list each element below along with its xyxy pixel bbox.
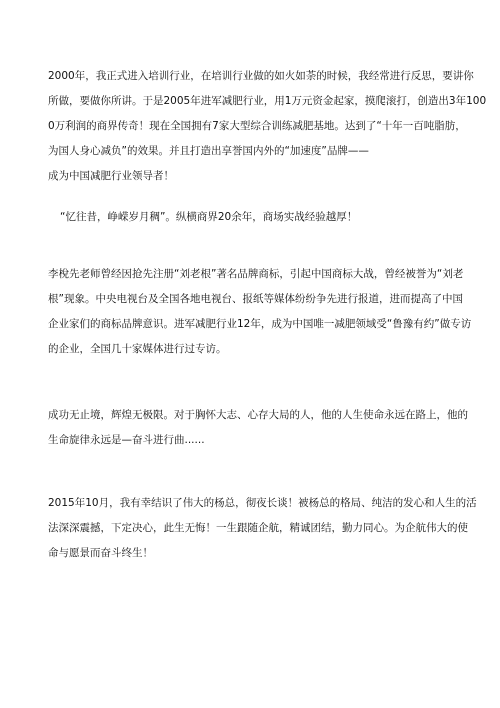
text-line: 生命旋律永远是—奋斗进行曲...... (48, 434, 205, 446)
text-line: 2000年，我正式进入培训行业，在培训行业做的如火如荼的时候，我经常进行反思，要讲你 (48, 70, 474, 82)
text-line: 命与愿景而奋斗终生！ (48, 547, 153, 559)
paragraph-trademark-story (48, 262, 472, 362)
text-line: 0万利润的商界传奇！现在全国拥有7家大型综合训练减肥基地。达到了“十年一百吨脂肪， (48, 120, 466, 132)
text-line: 根”现象。中央电视台及全国各地电视台、报纸等媒体纷纷争先进行报道，进而提高了中国 (48, 293, 463, 305)
text-line: 企业家们的商标品牌意识。进军减肥行业12年，成为中国唯一减肥领域受“鲁豫有约”做专访 (48, 318, 472, 330)
text-line: 法深深震撼，下定决心，此生无悔！一生跟随企航，精诚团结，勤力同心。为企航伟大的使 (48, 522, 468, 534)
text-line: 成为中国减肥行业领导者！ (48, 170, 174, 182)
text-line: 2015年10月，我有幸结识了伟大的杨总，彻夜长谈！被杨总的格局、纯洁的发心和人生的活 (48, 497, 477, 509)
text-line: 为国人身心减负”的效果。并且打造出享誉国内外的“加速度”品牌—— (48, 145, 369, 157)
paragraph-mission (48, 403, 468, 453)
text-line: “忆往昔，峥嵘岁月稠”。纵横商界20余年，商场实战经验越厚！ (60, 211, 358, 223)
text-line: 所做，要做你所讲。于是2005年进军减肥行业，用1万元资金起家，摸爬滚打，创造出3年100 (48, 95, 487, 107)
paragraph-founding-story (48, 64, 487, 189)
text-line: 成功无止境，辉煌无极限。对于胸怀大志、心存大局的人，他的人生使命永远在路上，他的 (48, 409, 468, 421)
paragraph-commitment (48, 491, 477, 566)
paragraph-quote (48, 205, 480, 230)
text-line: 李梲先老师曾经因抢先注册“刘老根”著名品牌商标，引起中国商标大战，曾经被誉为“刘老 (48, 268, 464, 280)
text-line: 的企业，全国几十家媒体进行过专访。 (48, 343, 227, 355)
